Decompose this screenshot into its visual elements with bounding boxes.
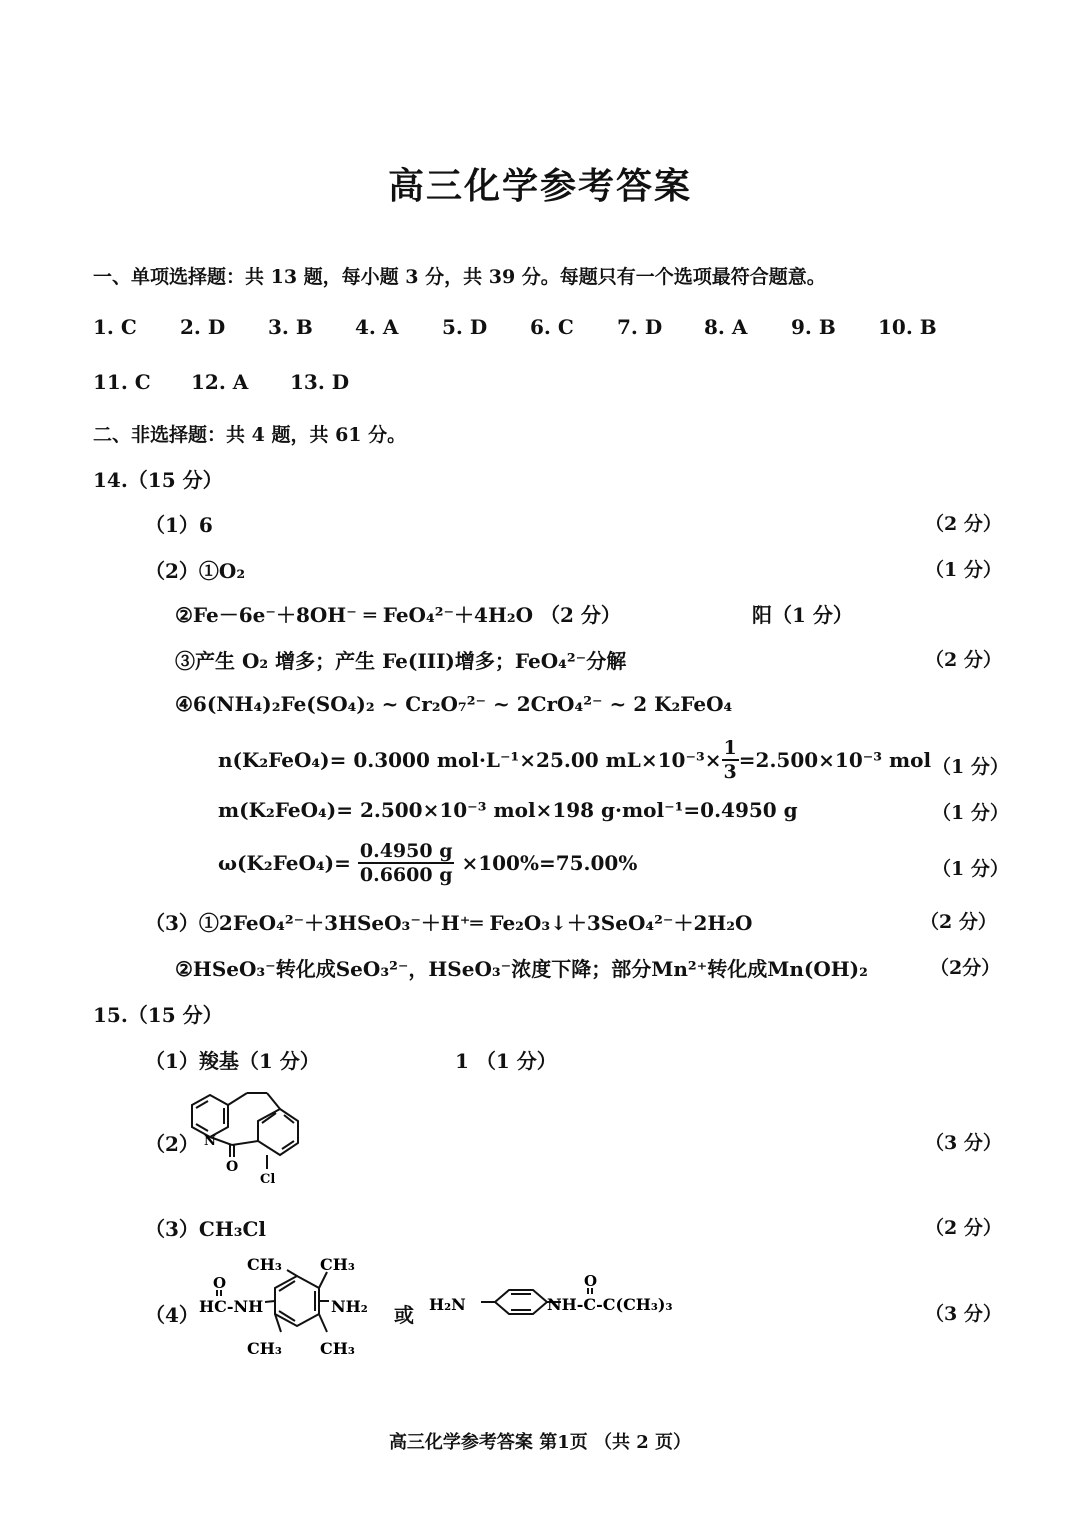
w-frac-den: 0.6600 g	[359, 864, 453, 886]
structure-atom-label: CH₃	[247, 1255, 282, 1274]
q15-p3: （3）CH₃Cl	[145, 1217, 267, 1241]
q14-m-calc: m(K₂FeO₄)= 2.500×10⁻³ mol×198 g·mol⁻¹=0.4950 g	[218, 798, 798, 822]
q14-p1: （1）6	[145, 513, 213, 537]
q14-p2-2: ②Fe－6e⁻＋8OH⁻ ═ FeO₄²⁻＋4H₂O （2 分）	[175, 603, 621, 627]
page-title: 高三化学参考答案	[387, 165, 692, 207]
mc-answer: 10. B	[878, 315, 937, 339]
score: （2 分）	[920, 911, 997, 933]
q14-p3-2: ②HSeO₃⁻转化成SeO₃²⁻，HSeO₃⁻浓度下降；部分Mn²⁺转化成Mn(OH)₂	[175, 957, 868, 981]
score: （3 分）	[925, 1132, 1002, 1154]
q14-p2-4: ④6(NH₄)₂Fe(SO₄)₂ ~ Cr₂O₇²⁻ ~ 2CrO₄²⁻ ~ 2 K₂FeO₄	[175, 692, 733, 716]
w-calc-pre: ω(K₂FeO₄)=	[218, 851, 351, 875]
structure-atom-label: N	[204, 1134, 216, 1149]
q14-n-calc	[218, 737, 931, 783]
score: （2 分）	[925, 1217, 1002, 1239]
q14-p3-1: （3）①2FeO₄²⁻＋3HSeO₃⁻＋H⁺═ Fe₂O₃↓＋3SeO₄²⁻＋2H₂O	[145, 911, 753, 935]
w-frac-num: 0.4950 g	[359, 840, 453, 862]
mc-answer: 9. B	[791, 315, 836, 339]
w-calc-post: ×100%=75.00%	[461, 851, 638, 875]
mc-answer: 13. D	[290, 370, 350, 394]
score: （2 分）	[925, 649, 1002, 671]
mc-answer: 3. B	[268, 315, 313, 339]
score: （3 分）	[925, 1303, 1002, 1325]
mc-answer: 8. A	[704, 315, 748, 339]
structure-atom-label: CH₃	[320, 1255, 355, 1274]
q14-p2-3: ③产生 O₂ 增多；产生 Fe(III)增多；FeO₄²⁻分解	[175, 649, 627, 673]
q15-p4: （4）	[145, 1303, 199, 1327]
structure-atom-label: O	[584, 1272, 598, 1290]
score: （1 分）	[932, 802, 1009, 824]
score: （2 分）	[925, 513, 1002, 535]
mc-answer: 12. A	[191, 370, 249, 394]
q15-p1: （1）羧基（1 分）	[145, 1049, 320, 1073]
n-calc-post: =2.500×10⁻³ mol	[738, 748, 932, 772]
structure-tricyclic-ketone	[172, 1085, 312, 1190]
page-footer: 高三化学参考答案 第1页 （共 2 页）	[388, 1432, 692, 1453]
score: （1 分）	[932, 756, 1009, 778]
q15-p2: （2）	[145, 1132, 199, 1156]
mc-answer: 7. D	[617, 315, 663, 339]
q15-p4-or: 或	[394, 1303, 414, 1327]
w-fraction	[358, 840, 455, 886]
structure-tetramethyl-formanilide	[195, 1250, 395, 1365]
q15-p1-b: 1 （1 分）	[455, 1049, 557, 1073]
score: （1 分）	[925, 559, 1002, 581]
part2-heading: 二、非选择题：共 4 题，共 61 分。	[93, 424, 407, 446]
structure-atom-label: CH₃	[247, 1339, 282, 1358]
structure-atom-label: HC-NH	[199, 1297, 264, 1316]
n-calc-pre: n(K₂FeO₄)= 0.3000 mol·L⁻¹×25.00 mL×10⁻³×	[218, 748, 722, 772]
mc-answer: 6. C	[530, 315, 574, 339]
q14-label: 14.（15 分）	[93, 468, 223, 492]
structure-atom-label: NH₂	[331, 1297, 368, 1316]
n-fraction	[722, 737, 739, 783]
structure-atom-label: O	[226, 1159, 239, 1175]
structure-atom-label: O	[213, 1274, 227, 1292]
n-frac-den: 3	[723, 761, 737, 783]
mc-answer: 1. C	[93, 315, 137, 339]
score: （2分）	[930, 957, 1001, 979]
q14-p2-2-extra: 阳（1 分）	[752, 603, 853, 627]
structure-atom-label: NH-C-C(CH₃)₃	[547, 1295, 673, 1314]
q14-w-calc	[218, 840, 637, 886]
q15-label: 15.（15 分）	[93, 1003, 223, 1027]
mc-answer: 11. C	[93, 370, 151, 394]
structure-atom-label: H₂N	[429, 1295, 466, 1314]
mc-answer: 2. D	[180, 315, 226, 339]
structure-aminophenyl-amide	[425, 1272, 685, 1342]
mc-answer: 5. D	[442, 315, 488, 339]
structure-atom-label: CH₃	[320, 1339, 355, 1358]
q14-p2-1: （2）①O₂	[145, 559, 246, 583]
n-frac-num: 1	[723, 737, 737, 759]
part1-heading: 一、单项选择题：共 13 题，每小题 3 分，共 39 分。每题只有一个选项最符合题意。	[93, 266, 826, 288]
mc-answer: 4. A	[355, 315, 399, 339]
score: （1 分）	[932, 858, 1009, 880]
structure-atom-label: Cl	[260, 1172, 276, 1187]
